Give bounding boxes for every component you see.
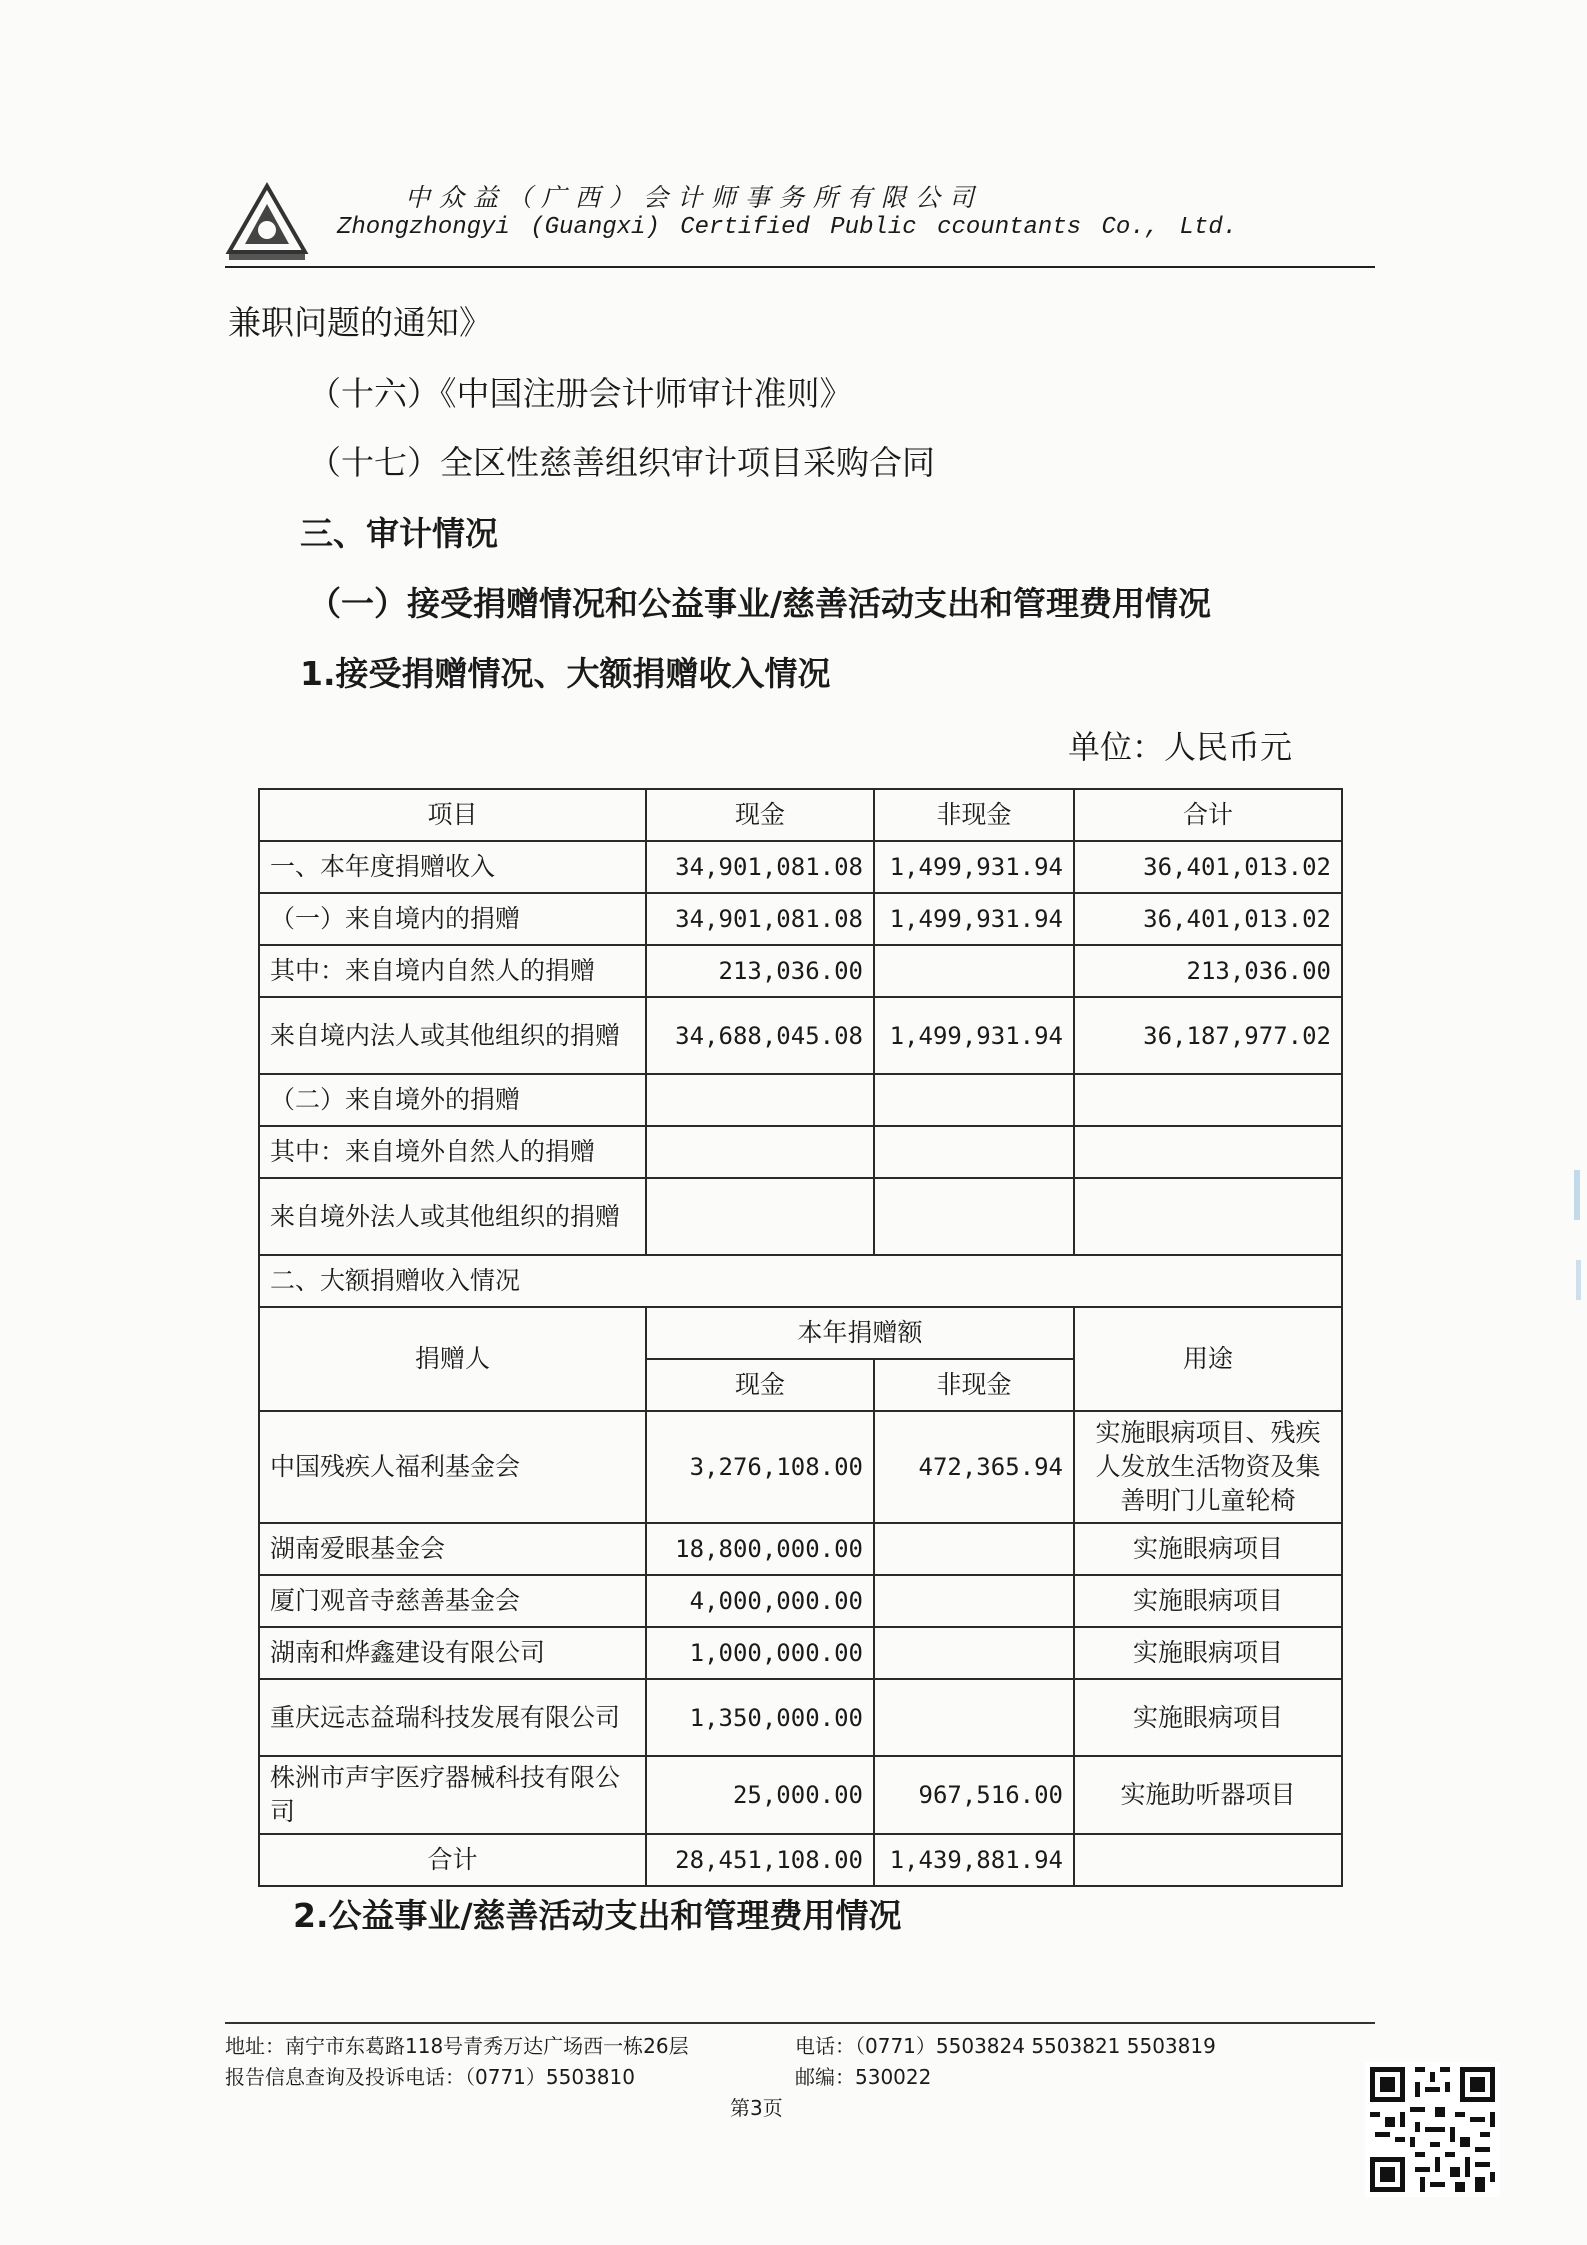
donor-name: 重庆远志益瑞科技发展有限公司 [259,1679,646,1756]
sum-use [1074,1834,1342,1886]
basis-item-16: （十六）《中国注册会计师审计准则》 [308,374,853,413]
row-noncash [874,1126,1074,1178]
table-row [259,893,1342,945]
large-donor-row [259,1411,1342,1523]
row-cash: 34,901,081.08 [646,893,874,945]
row-cash: 34,901,081.08 [646,841,874,893]
sum-noncash: 1,439,881.94 [874,1834,1074,1886]
footer-complaint-phone: 报告信息查询及投诉电话：（0771）5503810 [225,2065,635,2089]
footer-phone: 电话：（0771）5503824 5503821 5503819 [795,2034,1216,2058]
donor-noncash: 472,365.94 [874,1411,1074,1523]
donor-use: 实施眼病项目 [1074,1627,1342,1679]
header-use: 用途 [1074,1307,1342,1411]
donor-name: 湖南和烨鑫建设有限公司 [259,1627,646,1679]
donor-noncash [874,1679,1074,1756]
row-cash: 213,036.00 [646,945,874,997]
donor-cash: 4,000,000.00 [646,1575,874,1627]
header-noncash: 非现金 [874,789,1074,841]
large-header-row [259,1307,1342,1359]
basis-item-17: （十七）全区性慈善组织审计项目采购合同 [308,443,935,482]
row-total [1074,1178,1342,1255]
row-noncash [874,945,1074,997]
donor-use: 实施眼病项目 [1074,1679,1342,1756]
row-noncash [874,1178,1074,1255]
row-total [1074,1074,1342,1126]
large-donor-row [259,1756,1342,1834]
large-donor-row [259,1523,1342,1575]
item-heading-2: 2.公益事业/慈善活动支出和管理费用情况 [293,1896,902,1935]
donor-cash: 18,800,000.00 [646,1523,874,1575]
row-total: 36,401,013.02 [1074,841,1342,893]
header-amount: 本年捐赠额 [646,1307,1074,1359]
row-item: （一）来自境内的捐赠 [259,893,646,945]
row-total: 36,401,013.02 [1074,893,1342,945]
table-row [259,997,1342,1074]
row-total: 213,036.00 [1074,945,1342,997]
row-cash: 34,688,045.08 [646,997,874,1074]
table-row [259,1074,1342,1126]
donor-name: 厦门观音寺慈善基金会 [259,1575,646,1627]
header-divider [225,266,1375,268]
page-number: 第3页 [730,2096,783,2120]
row-cash [646,1126,874,1178]
continued-text: 兼职问题的通知》 [228,303,492,342]
footer-address: 地址：南宁市东葛路118号青秀万达广场西一栋26层 [225,2034,689,2058]
table-header-row [259,789,1342,841]
donor-name: 中国残疾人福利基金会 [259,1411,646,1523]
row-item: 其中：来自境内自然人的捐赠 [259,945,646,997]
table-row [259,1126,1342,1178]
footer-postcode: 邮编：530022 [795,2065,932,2089]
footer-divider [225,2022,1375,2024]
seal-edge-mark [1568,1150,1587,1350]
header-large-cash: 现金 [646,1359,874,1411]
donation-table [258,788,1343,1887]
donor-noncash [874,1575,1074,1627]
large-donor-row [259,1627,1342,1679]
donor-use: 实施眼病项目 [1074,1575,1342,1627]
donor-cash: 25,000.00 [646,1756,874,1834]
row-item: 来自境外法人或其他组织的捐赠 [259,1178,646,1255]
row-noncash: 1,499,931.94 [874,841,1074,893]
donor-noncash: 967,516.00 [874,1756,1074,1834]
donor-use: 实施眼病项目 [1074,1523,1342,1575]
item-heading-1: 1.接受捐赠情况、大额捐赠收入情况 [300,654,831,693]
header-cash: 现金 [646,789,874,841]
large-donor-row [259,1679,1342,1756]
donor-cash: 1,000,000.00 [646,1627,874,1679]
subsection-heading: （一）接受捐赠情况和公益事业/慈善活动支出和管理费用情况 [308,584,1212,623]
firm-name-cn: 中众益（广西）会计师事务所有限公司 [405,183,984,212]
large-donation-title-row [259,1255,1342,1307]
large-donor-row [259,1575,1342,1627]
row-noncash [874,1074,1074,1126]
row-noncash: 1,499,931.94 [874,893,1074,945]
row-item: （二）来自境外的捐赠 [259,1074,646,1126]
row-cash [646,1074,874,1126]
header-donor: 捐赠人 [259,1307,646,1411]
row-item: 一、本年度捐赠收入 [259,841,646,893]
letterhead [225,170,1375,270]
row-noncash: 1,499,931.94 [874,997,1074,1074]
donor-noncash [874,1523,1074,1575]
sum-row [259,1834,1342,1886]
row-item: 其中：来自境外自然人的捐赠 [259,1126,646,1178]
row-item: 来自境内法人或其他组织的捐赠 [259,997,646,1074]
table-row [259,1178,1342,1255]
donor-use: 实施助听器项目 [1074,1756,1342,1834]
donor-use: 实施眼病项目、残疾人发放生活物资及集善明门儿童轮椅 [1074,1411,1342,1523]
header-total: 合计 [1074,789,1342,841]
header-large-noncash: 非现金 [874,1359,1074,1411]
qr-code-icon [1365,2062,1500,2197]
firm-logo-icon [225,182,310,262]
section-heading: 三、审计情况 [300,514,498,553]
sum-label: 合计 [259,1834,646,1886]
donor-cash: 3,276,108.00 [646,1411,874,1523]
large-donation-title: 二、大额捐赠收入情况 [259,1255,1342,1307]
header-item: 项目 [259,789,646,841]
row-cash [646,1178,874,1255]
table-row [259,841,1342,893]
currency-unit: 单位：人民币元 [1068,728,1293,766]
donor-name: 株洲市声宇医疗器械科技有限公司 [259,1756,646,1834]
table-row [259,945,1342,997]
row-total [1074,1126,1342,1178]
donor-noncash [874,1627,1074,1679]
donor-name: 湖南爱眼基金会 [259,1523,646,1575]
sum-cash: 28,451,108.00 [646,1834,874,1886]
firm-name-en: Zhongzhongyi (Guangxi) Certified Public ccountants Co., Ltd. [337,214,1238,241]
donor-cash: 1,350,000.00 [646,1679,874,1756]
row-total: 36,187,977.02 [1074,997,1342,1074]
